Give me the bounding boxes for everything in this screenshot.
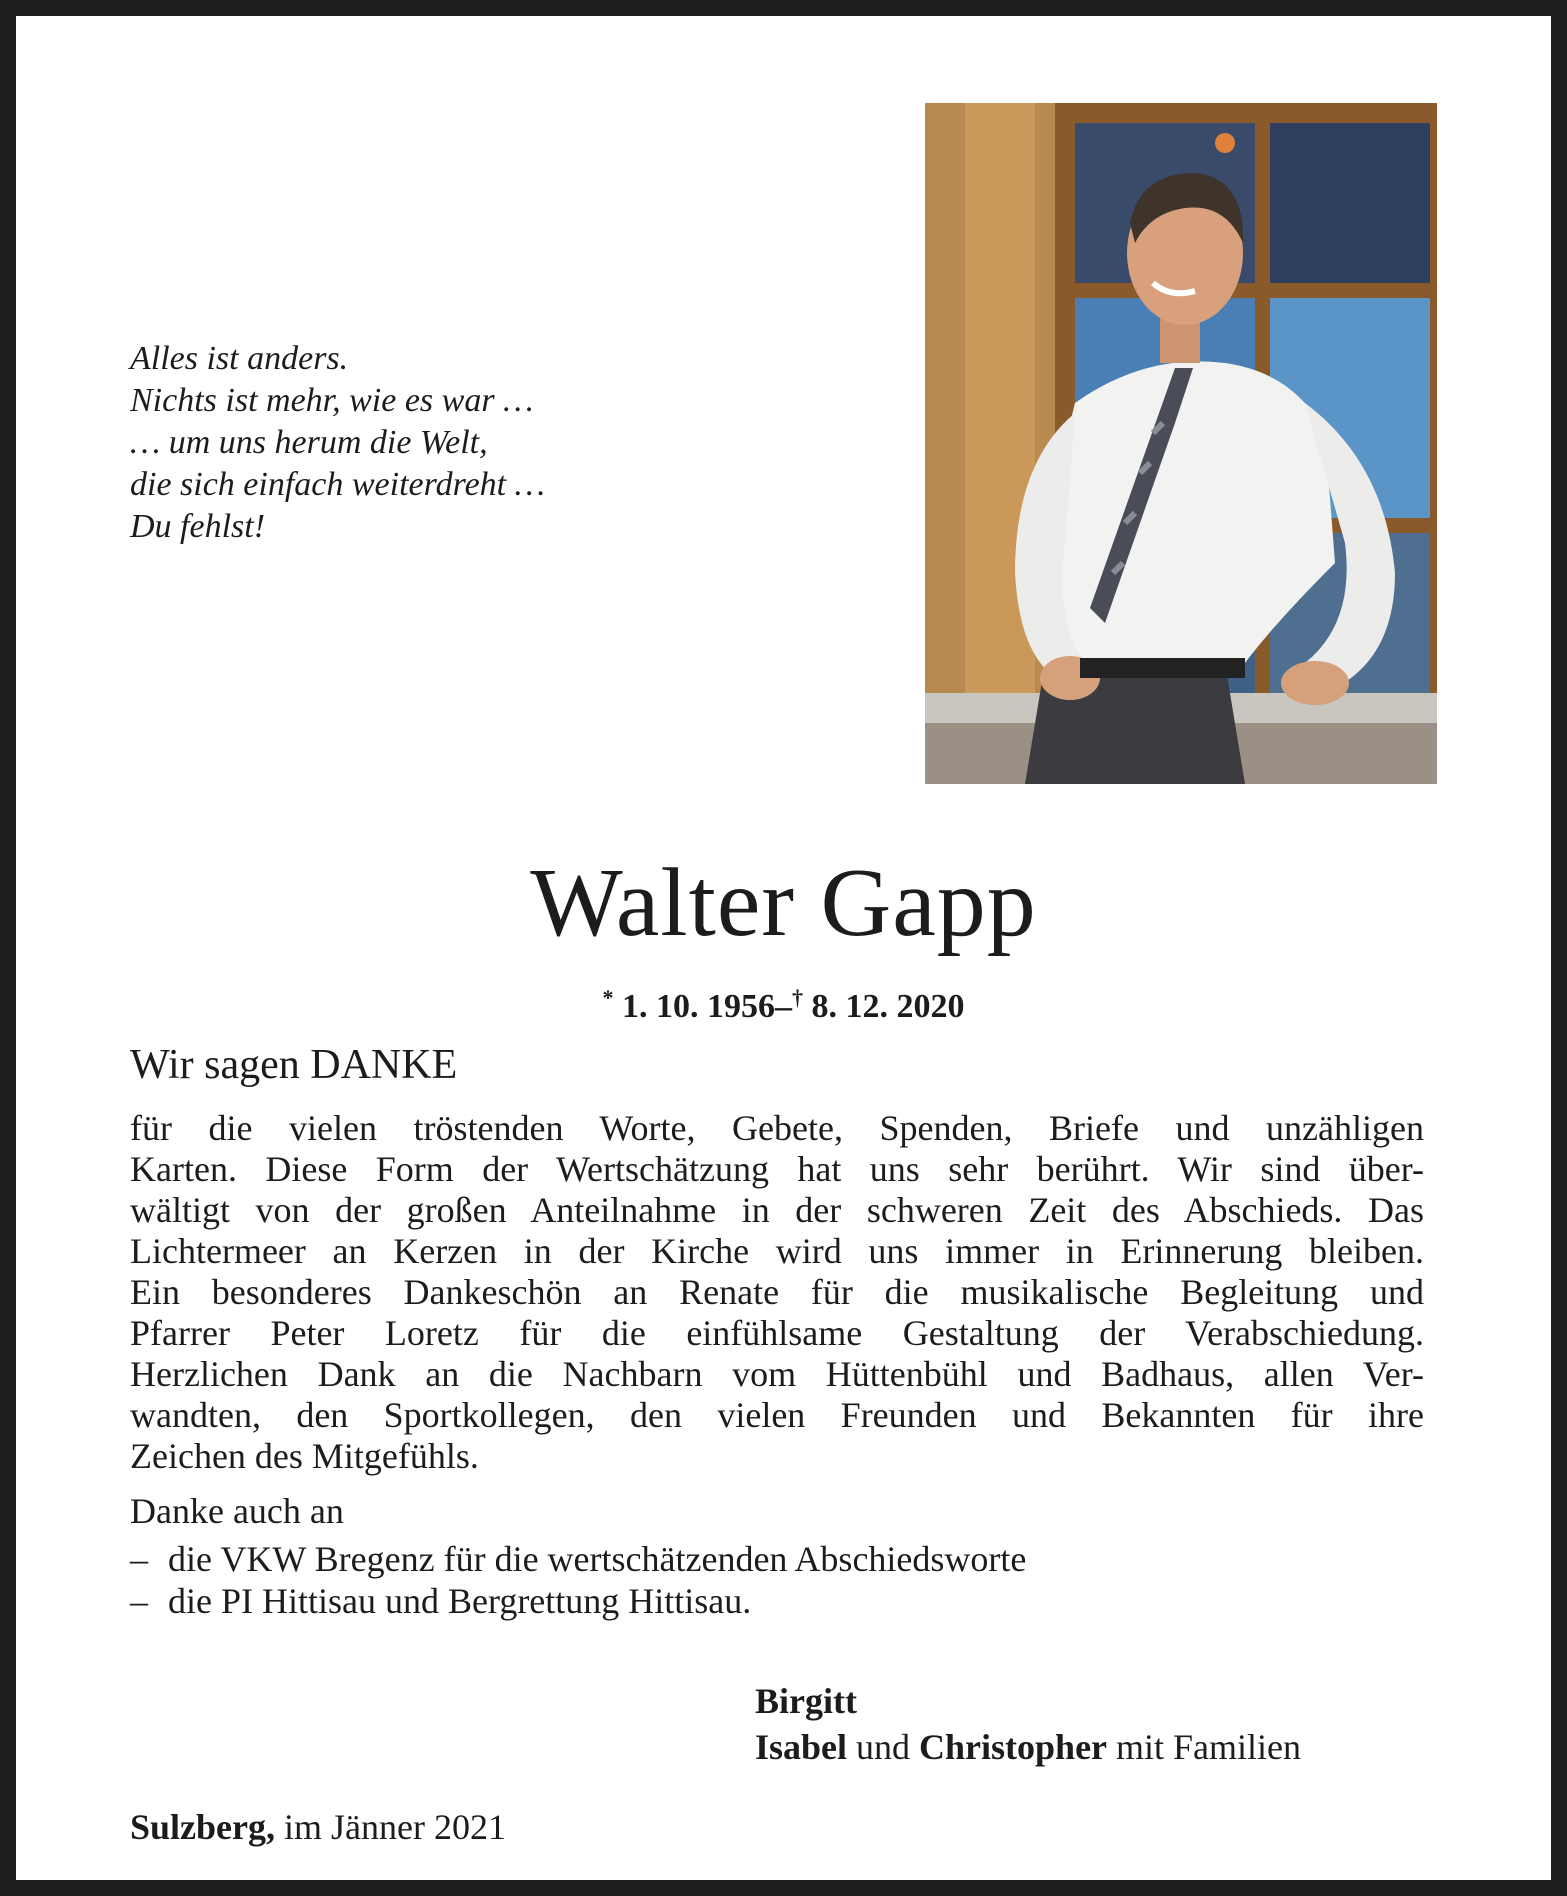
place-date — [130, 1805, 506, 1849]
poem-line: Alles ist anders. — [130, 340, 349, 377]
thanks-also-label: Danke auch an — [130, 1491, 344, 1531]
death-date: 8. 12. 2020 — [811, 988, 965, 1025]
list-item-text: die PI Hittisau und Bergrettung Hittisau. — [168, 1581, 752, 1621]
place: Sulzberg, — [130, 1807, 276, 1847]
poem-line: Nichts ist mehr, wie es war … — [130, 382, 534, 419]
signer-name: Christopher — [919, 1727, 1108, 1767]
obituary-page — [16, 16, 1551, 1880]
body-line: Herzlichen Dank an die Nachbarn vom Hüttenbühl und Badhaus, allen Ver- — [130, 1354, 1424, 1394]
signer-conjunction: und — [856, 1727, 911, 1767]
poem-line: Du fehlst! — [130, 508, 266, 545]
signers — [755, 1678, 1301, 1770]
body-line: Pfarrer Peter Loretz für die einfühlsame Gestaltung der Verabschiedung. — [130, 1313, 1424, 1353]
birth-date: 1. 10. 1956 — [622, 988, 775, 1025]
birth-mark: * — [602, 985, 614, 1010]
death-mark: † — [792, 985, 803, 1010]
thanks-list — [130, 1538, 1026, 1622]
list-item — [130, 1538, 1026, 1580]
list-dash: – — [130, 1581, 148, 1621]
body-line: Zeichen des Mitgefühls. — [130, 1436, 479, 1476]
body-line: Lichtermeer an Kerzen in der Kirche wird uns immer in Erinnerung bleiben. — [130, 1231, 1424, 1271]
portrait-photo-icon — [925, 103, 1437, 784]
body-line: für die vielen tröstenden Worte, Gebete, Spenden, Briefe und unzähligen — [130, 1108, 1424, 1148]
list-item-text: die VKW Bregenz für die wertschätzenden Abschiedsworte — [168, 1539, 1027, 1579]
body-line: wandten, den Sportkollegen, den vielen Freunden und Bekannten für ihre — [130, 1395, 1424, 1435]
poem-line: … um uns herum die Welt, — [130, 424, 488, 461]
poem-line: die sich einfach weiterdreht … — [130, 466, 545, 503]
date-separator: – — [775, 988, 792, 1025]
signer-suffix: mit Familien — [1116, 1727, 1302, 1767]
poem — [130, 338, 545, 548]
body-line: Ein besonderes Dankeschön an Renate für die musikalische Begleitung und — [130, 1272, 1424, 1312]
life-dates — [16, 978, 1551, 1027]
body-line: Karten. Diese Form der Wertschätzung hat uns sehr berührt. Wir sind über- — [130, 1149, 1424, 1189]
signer-name: Birgitt — [755, 1681, 857, 1721]
body-line: wältigt von der großen Anteilnahme in der schweren Zeit des Abschieds. Das — [130, 1190, 1424, 1230]
list-item — [130, 1580, 1026, 1622]
date: im Jänner 2021 — [284, 1807, 506, 1847]
deceased-name: Walter Gapp — [530, 849, 1037, 957]
thanks-heading: Wir sagen DANKE — [130, 1042, 458, 1088]
portrait-photo — [925, 103, 1437, 784]
list-dash: – — [130, 1539, 148, 1579]
signer-name: Isabel — [755, 1727, 848, 1767]
